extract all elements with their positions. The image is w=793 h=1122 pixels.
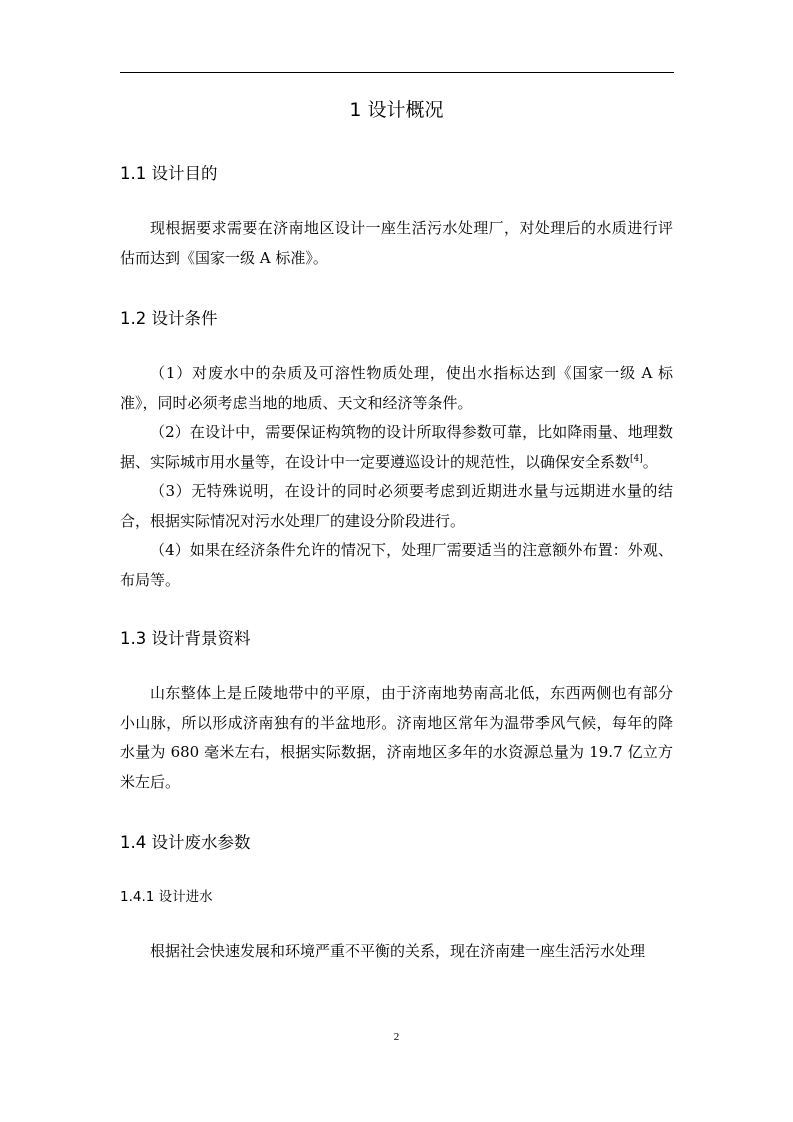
paragraph-condition-2 [120,418,673,477]
section-title-1-3: 1.3 设计背景资料 [120,629,251,648]
section-title-1-2: 1.2 设计条件 [120,309,218,328]
paragraph-design-purpose: 现根据要求需要在济南地区设计一座生活污水处理厂，对处理后的水质进行评估而达到《国家一级 A 标准》。 [120,219,673,267]
section-title-1-4: 1.4 设计废水参数 [120,833,251,852]
paragraph-condition-1: （1）对废水中的杂质及可溶性物质处理，使出水指标达到《国家一级 A 标准》，同时必须考虑当地的地质、天文和经济等条件。 [120,364,673,412]
paragraph-condition-2-tail: 。 [642,452,658,471]
chapter-title: 1 设计概况 [349,99,444,121]
page-number: 2 [393,1031,400,1043]
subsection-title-1-4-1: 1.4.1 设计进水 [120,889,213,905]
paragraph-background: 山东整体上是丘陵地带中的平原，由于济南地势南高北低，东西两侧也有部分小山脉，所以形成济南独有的半盆地形。济南地区常年为温带季风气候，每年的降水量为 680 毫米左右，根据实际数据，济南地区多年的水资源总量为 19.7 亿立方米左后。 [120,684,673,791]
header-rule [120,72,674,73]
paragraph-design-inflow: 根据社会快速发展和环境严重不平衡的关系，现在济南建一座生活污水处理 [150,942,646,960]
page-content [120,92,673,967]
section-title-1-1: 1.1 设计目的 [120,164,218,183]
paragraph-condition-4: （4）如果在经济条件允许的情况下，处理厂需要适当的注意额外布置：外观、布局等。 [120,541,673,589]
paragraph-condition-2-text: （2）在设计中，需要保证构筑物的设计所取得参数可靠，比如降雨量、地理数据、实际城市用水量等，在设计中一定要遵巡设计的规范性，以确保安全系数 [120,423,673,471]
paragraph-condition-3: （3）无特殊说明，在设计的同时必须要考虑到近期进水量与远期进水量的结合，根据实际情况对污水处理厂的建设分阶段进行。 [120,482,673,530]
citation-marker: [4] [630,453,643,464]
